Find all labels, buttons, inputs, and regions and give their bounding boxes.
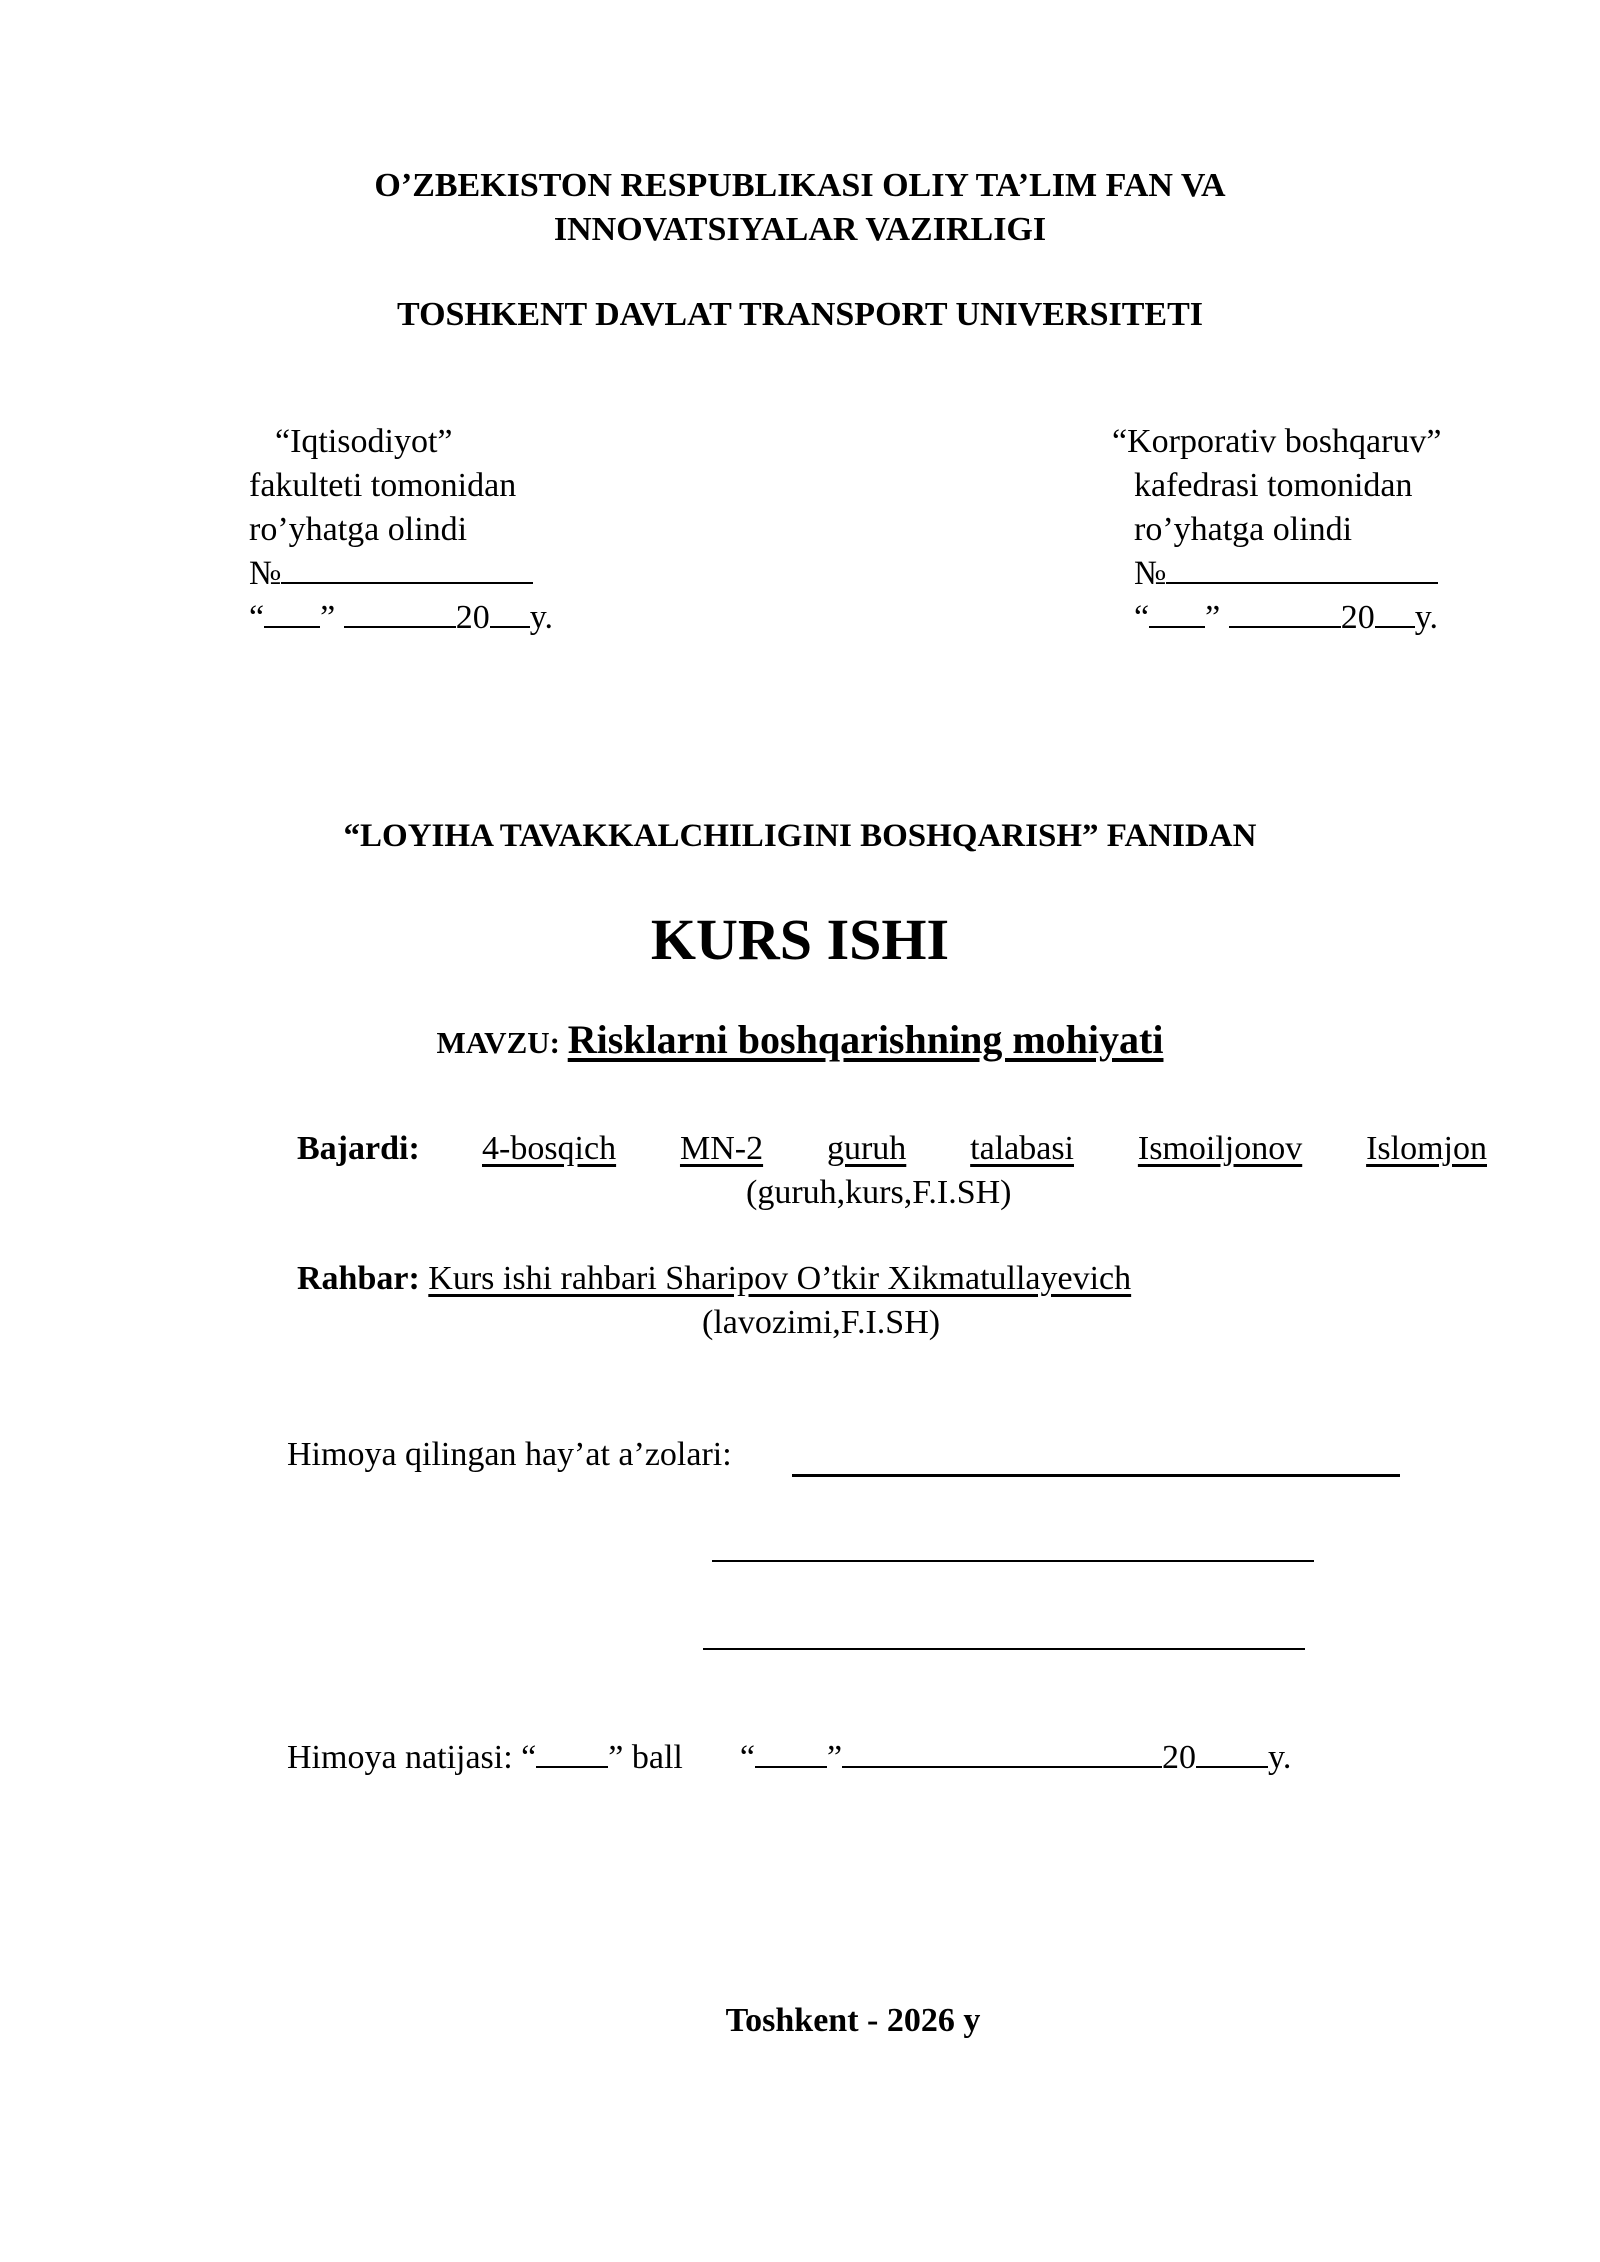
- reg-right-department: “Korporativ boshqaruv”: [1112, 423, 1442, 460]
- day-blank: [755, 1736, 827, 1768]
- performer-value: [482, 1130, 1487, 1168]
- month-blank: [1229, 596, 1341, 628]
- performer-word: Islomjon: [1366, 1130, 1487, 1167]
- committee-blank-3: [703, 1648, 1305, 1650]
- ministry-heading: [0, 164, 1600, 252]
- quote-close: ”: [826, 1739, 843, 1776]
- performer-label: Bajardi:: [297, 1130, 420, 1167]
- year-prefix: 20: [455, 599, 490, 636]
- committee-blank-2: [712, 1560, 1314, 1562]
- registration-left: [249, 420, 553, 640]
- quote-open: “: [739, 1739, 755, 1776]
- topic-value: Risklarni boshqarishning mohiyati: [567, 1017, 1164, 1062]
- document-title: KURS ISHI: [650, 907, 950, 972]
- month-blank: [842, 1736, 1162, 1768]
- performer-hint: (guruh,kurs,F.I.SH): [746, 1174, 1012, 1211]
- footer-city-year: Toshkent - 2026 y: [725, 2002, 981, 2039]
- result-label: Himoya natijasi: “: [287, 1739, 537, 1776]
- committee-label: Himoya qilingan hay’at a’zolari:: [287, 1436, 732, 1473]
- subject-line: “LOYIHA TAVAKKALCHILIGINI BOSHQARISH” FANIDAN: [343, 818, 1257, 854]
- number-blank: [281, 552, 533, 584]
- reg-right-line2: kafedrasi tomonidan: [1134, 467, 1413, 504]
- year-prefix: 20: [1162, 1739, 1197, 1776]
- score-blank: [536, 1736, 608, 1768]
- performer-word: talabasi: [970, 1130, 1074, 1167]
- performer-word: Ismoiljonov: [1137, 1130, 1303, 1167]
- reg-right-date-row: [1112, 596, 1442, 640]
- registration-right: [1112, 420, 1442, 640]
- reg-left-faculty: “Iqtisodiyot”: [275, 423, 453, 460]
- reg-right-number-row: [1112, 552, 1442, 596]
- reg-left-date-row: [249, 596, 553, 640]
- quote-close: ”: [320, 599, 336, 636]
- performer-word: 4-bosqich: [482, 1130, 617, 1167]
- reg-right-line3: ro’yhatga olindi: [1134, 511, 1353, 548]
- supervisor-row: [297, 1260, 1131, 1298]
- supervisor-hint: (lavozimi,F.I.SH): [702, 1304, 941, 1341]
- year-blank: [1196, 1736, 1268, 1768]
- reg-left-number-row: [249, 552, 553, 596]
- result-row: [287, 1736, 1291, 1777]
- reg-left-line2: fakulteti tomonidan: [249, 467, 517, 504]
- performer-word: guruh: [826, 1130, 907, 1167]
- supervisor-label: Rahbar:: [297, 1260, 420, 1297]
- topic-line: [0, 1016, 1600, 1063]
- year-blank: [1375, 596, 1415, 628]
- day-blank: [264, 596, 320, 628]
- year-blank: [490, 596, 530, 628]
- number-sign: №: [1134, 555, 1167, 592]
- day-blank: [1149, 596, 1205, 628]
- year-suffix: y.: [529, 599, 553, 636]
- committee-blank-1: [792, 1474, 1400, 1477]
- year-suffix: y.: [1414, 599, 1438, 636]
- ministry-line-1: O’ZBEKISTON RESPUBLIKASI OLIY TA’LIM FAN VA: [374, 167, 1226, 204]
- quote-open: “: [249, 599, 265, 636]
- ministry-line-2: INNOVATSIYALAR VAZIRLIGI: [553, 211, 1047, 248]
- topic-label: MAVZU:: [436, 1025, 560, 1060]
- quote-close: ”: [1205, 599, 1221, 636]
- ball-text: ” ball: [608, 1739, 683, 1776]
- year-suffix: y.: [1268, 1739, 1292, 1776]
- performer-word: MN-2: [679, 1130, 764, 1167]
- month-blank: [344, 596, 456, 628]
- quote-open: “: [1134, 599, 1150, 636]
- number-sign: №: [249, 555, 282, 592]
- number-blank: [1166, 552, 1438, 584]
- supervisor-value: Kurs ishi rahbari Sharipov O’tkir Xikmatullayevich: [428, 1260, 1132, 1297]
- university-heading: TOSHKENT DAVLAT TRANSPORT UNIVERSITETI: [397, 296, 1203, 333]
- year-prefix: 20: [1340, 599, 1375, 636]
- reg-left-line3: ro’yhatga olindi: [249, 511, 468, 548]
